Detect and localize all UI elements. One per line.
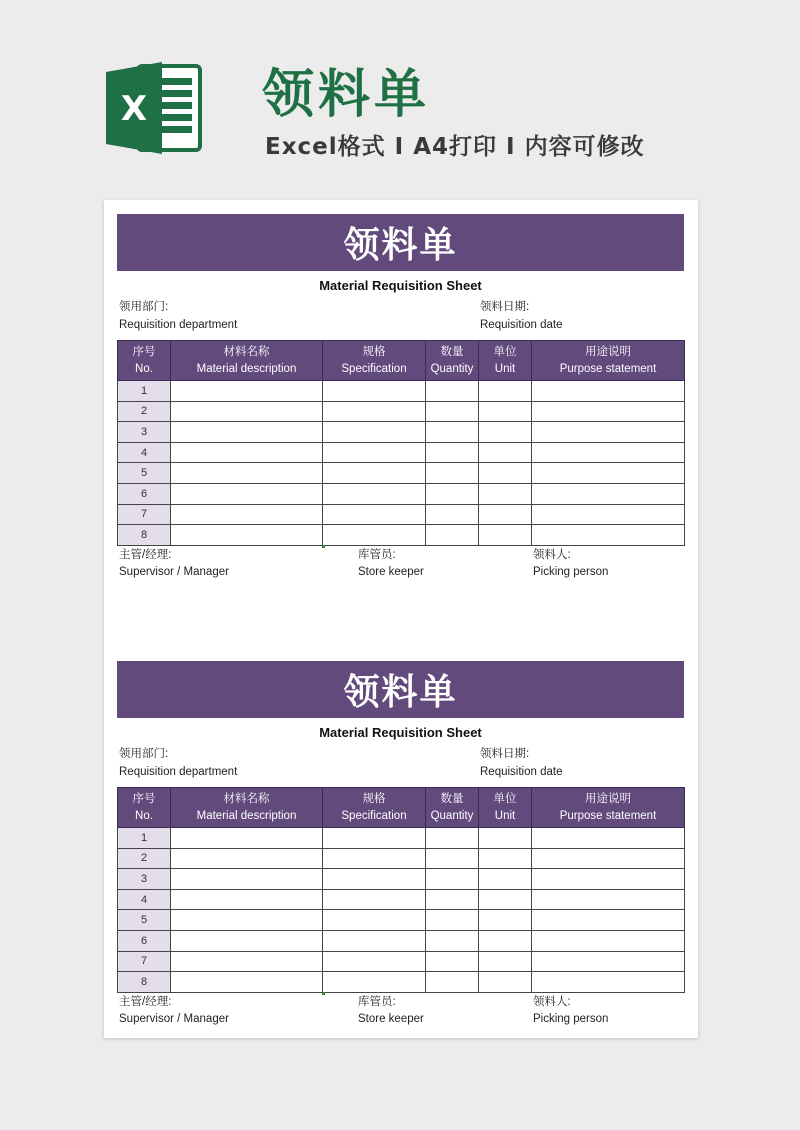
quantity-cell[interactable] <box>426 463 479 484</box>
material-cell[interactable] <box>171 422 323 443</box>
form-english-title: Material Requisition Sheet <box>319 278 482 293</box>
spec-cell[interactable] <box>323 483 426 504</box>
purpose-cell[interactable] <box>532 463 685 484</box>
material-cell[interactable] <box>171 463 323 484</box>
material-cell[interactable] <box>171 910 323 931</box>
table-row <box>118 848 685 869</box>
row-number: 7 <box>118 504 171 525</box>
table-row <box>118 951 685 972</box>
purpose-cell[interactable] <box>532 889 685 910</box>
quantity-cell[interactable] <box>426 442 479 463</box>
quantity-cell[interactable] <box>426 848 479 869</box>
quantity-cell[interactable] <box>426 381 479 402</box>
unit-cell[interactable] <box>479 442 532 463</box>
dept-label-en: Requisition department <box>119 766 238 778</box>
purpose-cell[interactable] <box>532 910 685 931</box>
unit-cell[interactable] <box>479 828 532 849</box>
col-header-spec: 规格 Specification <box>323 788 426 828</box>
material-cell[interactable] <box>171 951 323 972</box>
form-english-title: Material Requisition Sheet <box>319 725 482 740</box>
requisition-form-2 <box>117 661 684 1029</box>
unit-cell[interactable] <box>479 951 532 972</box>
unit-cell[interactable] <box>479 889 532 910</box>
keeper-label-en: Store keeper <box>358 1012 424 1025</box>
picker-label-en: Picking person <box>533 1012 609 1025</box>
row-number: 2 <box>118 401 171 422</box>
dept-label-en: Requisition department <box>119 319 238 331</box>
svg-text:X: X <box>120 89 148 129</box>
row-number: 2 <box>118 848 171 869</box>
spec-cell[interactable] <box>323 463 426 484</box>
material-cell[interactable] <box>171 381 323 402</box>
material-cell[interactable] <box>171 483 323 504</box>
supervisor-label-en: Supervisor / Manager <box>119 1012 229 1025</box>
material-cell[interactable] <box>171 869 323 890</box>
row-number: 7 <box>118 951 171 972</box>
spec-cell[interactable] <box>323 951 426 972</box>
unit-cell[interactable] <box>479 848 532 869</box>
table-row <box>118 889 685 910</box>
col-header-spec: 规格 Specification <box>323 341 426 381</box>
quantity-cell[interactable] <box>426 401 479 422</box>
unit-cell[interactable] <box>479 381 532 402</box>
quantity-cell[interactable] <box>426 504 479 525</box>
material-cell[interactable] <box>171 930 323 951</box>
picker-label-cn: 领料人: <box>533 995 571 1008</box>
table-row <box>118 483 685 504</box>
table-header-row <box>118 341 685 381</box>
quantity-cell[interactable] <box>426 972 479 993</box>
form-title-band: 领料单 <box>117 661 684 718</box>
col-header-quantity: 数量 Quantity <box>426 341 479 381</box>
unit-cell[interactable] <box>479 463 532 484</box>
table-row <box>118 828 685 849</box>
unit-cell[interactable] <box>479 422 532 443</box>
supervisor-label-cn: 主管/经理: <box>119 995 172 1008</box>
cell-marker <box>322 545 325 548</box>
purpose-cell[interactable] <box>532 525 685 546</box>
purpose-cell[interactable] <box>532 381 685 402</box>
cell-marker <box>322 992 325 995</box>
purpose-cell[interactable] <box>532 972 685 993</box>
row-number: 6 <box>118 483 171 504</box>
spec-cell[interactable] <box>323 381 426 402</box>
requisition-form-1 <box>117 214 684 582</box>
quantity-cell[interactable] <box>426 828 479 849</box>
quantity-cell[interactable] <box>426 910 479 931</box>
material-table <box>117 787 685 993</box>
purpose-cell[interactable] <box>532 930 685 951</box>
table-header-row <box>118 788 685 828</box>
dept-label-cn: 领用部门: <box>119 748 169 760</box>
material-cell[interactable] <box>171 401 323 422</box>
table-row <box>118 525 685 546</box>
row-number: 5 <box>118 463 171 484</box>
unit-cell[interactable] <box>479 910 532 931</box>
table-row <box>118 869 685 890</box>
table-row <box>118 401 685 422</box>
date-label-cn: 领料日期: <box>480 748 530 760</box>
form-info <box>117 745 684 787</box>
spec-cell[interactable] <box>323 930 426 951</box>
page-title: 领料单 <box>262 65 431 125</box>
col-header-no: 序号 No. <box>118 341 171 381</box>
col-header-material: 材料名称 Material description <box>171 788 323 828</box>
spec-cell[interactable] <box>323 828 426 849</box>
table-row <box>118 422 685 443</box>
date-label-en: Requisition date <box>480 319 563 331</box>
material-cell[interactable] <box>171 504 323 525</box>
purpose-cell[interactable] <box>532 422 685 443</box>
table-row <box>118 442 685 463</box>
unit-cell[interactable] <box>479 504 532 525</box>
spec-cell[interactable] <box>323 504 426 525</box>
material-cell[interactable] <box>171 972 323 993</box>
material-cell[interactable] <box>171 442 323 463</box>
unit-cell[interactable] <box>479 972 532 993</box>
row-number: 4 <box>118 889 171 910</box>
col-header-unit: 单位 Unit <box>479 788 532 828</box>
material-cell[interactable] <box>171 848 323 869</box>
row-number: 3 <box>118 869 171 890</box>
row-number: 4 <box>118 442 171 463</box>
picker-label-cn: 领料人: <box>533 548 571 561</box>
row-number: 6 <box>118 930 171 951</box>
col-header-no: 序号 No. <box>118 788 171 828</box>
row-number: 1 <box>118 828 171 849</box>
quantity-cell[interactable] <box>426 483 479 504</box>
spec-cell[interactable] <box>323 889 426 910</box>
spec-cell[interactable] <box>323 910 426 931</box>
spec-cell[interactable] <box>323 442 426 463</box>
form-footer <box>117 546 684 582</box>
material-table <box>117 340 685 546</box>
quantity-cell[interactable] <box>426 422 479 443</box>
purpose-cell[interactable] <box>532 483 685 504</box>
purpose-cell[interactable] <box>532 951 685 972</box>
supervisor-label-en: Supervisor / Manager <box>119 565 229 578</box>
col-header-purpose: 用途说明 Purpose statement <box>532 788 685 828</box>
purpose-cell[interactable] <box>532 401 685 422</box>
dept-label-cn: 领用部门: <box>119 301 169 313</box>
table-row <box>118 910 685 931</box>
material-cell[interactable] <box>171 828 323 849</box>
quantity-cell[interactable] <box>426 951 479 972</box>
date-label-en: Requisition date <box>480 766 563 778</box>
unit-cell[interactable] <box>479 483 532 504</box>
row-number: 1 <box>118 381 171 402</box>
material-cell[interactable] <box>171 889 323 910</box>
purpose-cell[interactable] <box>532 442 685 463</box>
purpose-cell[interactable] <box>532 504 685 525</box>
spec-cell[interactable] <box>323 972 426 993</box>
purpose-cell[interactable] <box>532 848 685 869</box>
spec-cell[interactable] <box>323 848 426 869</box>
col-header-purpose: 用途说明 Purpose statement <box>532 341 685 381</box>
keeper-label-en: Store keeper <box>358 565 424 578</box>
col-header-material: 材料名称 Material description <box>171 341 323 381</box>
form-footer <box>117 993 684 1029</box>
document-page <box>104 200 698 1038</box>
excel-logo-icon <box>104 58 204 158</box>
form-title-band: 领料单 <box>117 214 684 271</box>
quantity-cell[interactable] <box>426 930 479 951</box>
table-row <box>118 930 685 951</box>
row-number: 3 <box>118 422 171 443</box>
material-cell[interactable] <box>171 525 323 546</box>
unit-cell[interactable] <box>479 869 532 890</box>
table-row <box>118 381 685 402</box>
keeper-label-cn: 库管员: <box>358 548 396 561</box>
unit-cell[interactable] <box>479 401 532 422</box>
page-subtitle: Excel格式 I A4打印 I 内容可修改 <box>265 134 645 160</box>
spec-cell[interactable] <box>323 525 426 546</box>
spec-cell[interactable] <box>323 869 426 890</box>
col-header-quantity: 数量 Quantity <box>426 788 479 828</box>
form-info <box>117 298 684 340</box>
quantity-cell[interactable] <box>426 525 479 546</box>
spec-cell[interactable] <box>323 422 426 443</box>
unit-cell[interactable] <box>479 525 532 546</box>
purpose-cell[interactable] <box>532 869 685 890</box>
row-number: 8 <box>118 525 171 546</box>
unit-cell[interactable] <box>479 930 532 951</box>
table-row <box>118 972 685 993</box>
picker-label-en: Picking person <box>533 565 609 578</box>
keeper-label-cn: 库管员: <box>358 995 396 1008</box>
table-row <box>118 504 685 525</box>
supervisor-label-cn: 主管/经理: <box>119 548 172 561</box>
row-number: 8 <box>118 972 171 993</box>
col-header-unit: 单位 Unit <box>479 341 532 381</box>
table-row <box>118 463 685 484</box>
quantity-cell[interactable] <box>426 869 479 890</box>
row-number: 5 <box>118 910 171 931</box>
spec-cell[interactable] <box>323 401 426 422</box>
quantity-cell[interactable] <box>426 889 479 910</box>
purpose-cell[interactable] <box>532 828 685 849</box>
date-label-cn: 领料日期: <box>480 301 530 313</box>
